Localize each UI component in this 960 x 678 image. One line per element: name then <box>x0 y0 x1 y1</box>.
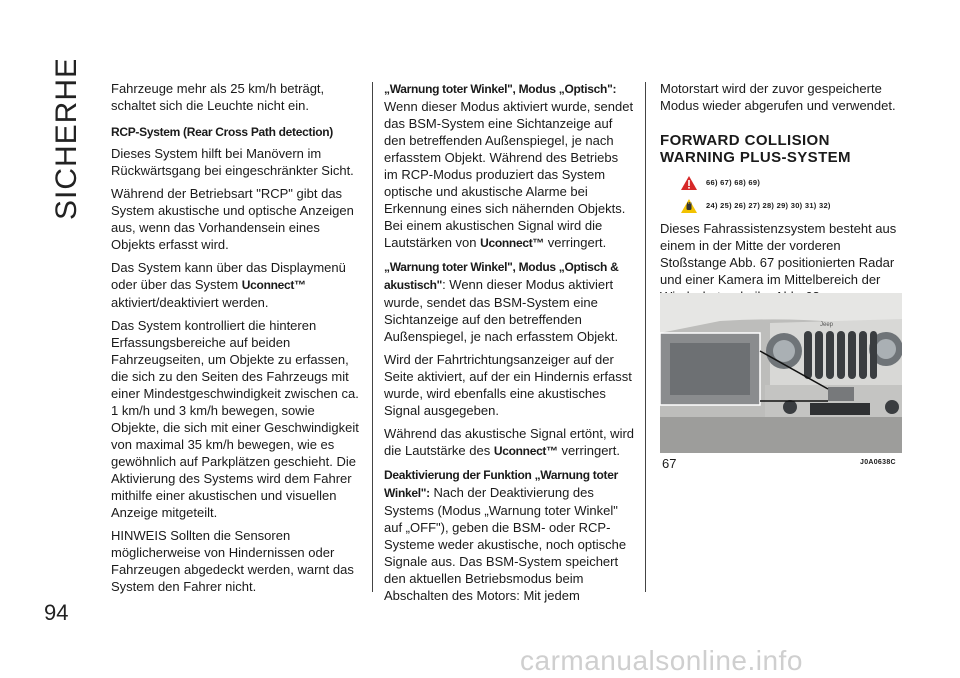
caution-row <box>680 197 910 214</box>
brand-name: Uconnect™ <box>241 278 306 292</box>
text-column-2 <box>384 80 634 610</box>
paragraph: Das System kontrolliert die hinteren Erfassungsbereiche auf beiden Fahrzeugseiten, um Objekte zu erfassen, die sich zu den Seiten des Fahrzeugs mit einer Mindestgeschwindigkeit zwischen ca. 1 km/h und 3 km/h bewegen, sowie Objekte, die sich mit einer Geschwindigkeit von maximal 35 km/h bewegen, wie es gewöhnlich auf Parkplätzen geschieht. Die Aktivierung des Systems wird dem Fahrer mithilfe einer akustischen und visuellen Anzeige mitgeteilt. <box>111 318 359 520</box>
watermark-text: carmanualsonline.info <box>520 645 803 676</box>
text-run: Nach der Deaktivierung des Systems (Modus „Warnung toter Winkel" auf „OFF"), geben die BSM- oder RCP-Systeme weder akustische, noch optische Signale aus. Das BSM-System speichert den aktuellen Betriebsmodus beim Abschalten des Motors: Mit jedem <box>384 485 627 603</box>
chapter-side-title-svg <box>38 60 88 220</box>
warning-triangle-icon <box>680 175 698 191</box>
text-column-3 <box>660 80 910 311</box>
mode-label: „Warnung toter Winkel", Modus „Optisch & akustisch" <box>384 260 619 292</box>
mode-label: Deaktivierung der Funktion „Warnung toter Winkel": <box>384 468 618 500</box>
text-run: Wenn dieser Modus aktiviert wurde, sendet das BSM-System eine Sichtanzeige auf den betreffenden Außenspiegel, je nach erfasstem Objekt. Während des Betriebs im RCP-Modus produziert das System optische und akustische Alarme bei Erkennung eines sich nähernden Objekts. Bei einem akustischen Signal wird die Lautstärken von <box>384 99 634 250</box>
paragraph <box>384 80 634 252</box>
column-divider-1 <box>372 82 373 592</box>
mode-label: „Warnung toter Winkel", Modus „Optisch": <box>384 82 617 96</box>
paragraph: Dieses System hilft bei Manövern im Rückwärtsgang bei eingeschränkter Sicht. <box>111 146 354 178</box>
section-heading-line: FORWARD COLLISION <box>660 132 830 149</box>
paragraph <box>384 425 634 460</box>
paragraph <box>384 466 634 604</box>
warning-references: 66) 67) 68) 69) <box>706 178 761 187</box>
column-divider-2 <box>645 82 646 592</box>
text-run: verringert. <box>557 443 620 458</box>
warning-row <box>680 174 910 191</box>
note-paragraph: HINWEIS Sollten die Sensoren möglicherweise von Hindernissen oder Fahrzeugen abgedeckt werden, warnt das System den Fahrer nicht. <box>111 528 354 594</box>
text-column-1 <box>111 80 361 601</box>
chapter-side-title-text: SICHERHEIT <box>50 60 83 220</box>
brand-name: Uconnect™ <box>480 236 545 250</box>
paragraph: Während der Betriebsart "RCP" gibt das System akustische und optische Anzeigen aus, wenn das Vorhandensein eines Objekts erfasst wird. <box>111 186 354 252</box>
paragraph <box>384 258 634 345</box>
paragraph: Fahrzeuge mehr als 25 km/h beträgt, schaltet sich die Leuchte nicht ein. <box>111 81 325 113</box>
paragraph <box>111 259 361 311</box>
brand-name: Uconnect™ <box>493 444 558 458</box>
text-run: Das System kann über das Displaymenü oder über das System <box>111 260 346 292</box>
chapter-side-title <box>38 60 88 220</box>
section-subheading: RCP-System (Rear Cross Path detection) <box>111 125 333 139</box>
figure-number: 67 <box>662 456 677 471</box>
caution-hand-icon <box>680 198 698 214</box>
paragraph: Wird der Fahrtrichtungsanzeiger auf der Seite aktiviert, auf der ein Hindernis erfasst wurde, wird ebenfalls eine akustisches Signal ausgegeben. <box>384 352 632 418</box>
text-run: Während das akustische Signal ertönt, wird die Lautstärke des <box>384 426 635 458</box>
paragraph: Motorstart wird der zuvor gespeicherte Modus wieder abgerufen und verwendet. <box>660 81 896 113</box>
text-run: aktiviert/deaktiviert werden. <box>111 295 269 310</box>
text-run: : Wenn dieser Modus aktiviert wurde, sendet das BSM-System eine Sichtanzeige auf den betreffenden Außenspiegel, je nach erfasstem Objekt. <box>384 277 619 344</box>
section-heading <box>660 132 910 166</box>
caution-references: 24) 25) 26) 27) 28) 29) 30) 31) 32) <box>706 201 831 210</box>
page-number: 94 <box>44 600 69 625</box>
vehicle-front-illustration <box>660 293 902 453</box>
vehicle-front-photo <box>660 293 902 453</box>
section-heading-line: WARNING PLUS-SYSTEM <box>660 149 851 166</box>
paragraph: Dieses Fahrassistenzsystem besteht aus einem in der Mitte der vorderen Stoßstange Abb. 67 positionierten Radar und einer Kamera im Mittelbereich der <box>660 221 897 287</box>
grille-logo-text: Jeep <box>820 322 834 328</box>
text-run: verringert. <box>544 235 607 250</box>
figure-code: J0A0638C <box>860 459 896 466</box>
